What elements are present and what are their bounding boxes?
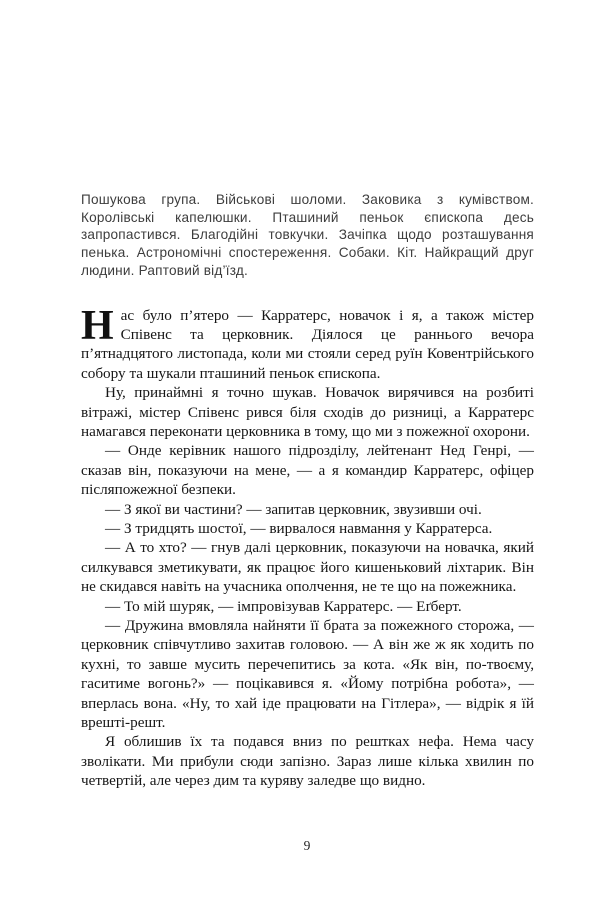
paragraph: Я облишив їх та подався вниз по рештках нефа. Нема часу зволікати. Ми прибули сюди запізно. Зараз лише кілька хвилин по четвертій, але через дим та куряву заледве що видно. (81, 733, 534, 790)
chapter-summary: Пошукова група. Військові шоломи. Заковика з кумівством. Королівські капелюшки. Пташиний пеньок єпископа десь запропастився. Благодійні товкучки. Зачіпка щодо розташування пенька. Астрономічні спостереження. Собаки. Кіт. Найкращий друг людини. Раптовий від’їзд. (81, 192, 534, 278)
paragraph: — То мій шуряк, — імпровізував Карратерс. — Еґберт. (105, 597, 462, 615)
paragraph: — З якої ви частини? — запитав церковник, звузивши очі. (105, 500, 482, 518)
paragraph: — Дружина вмовляла найняти її брата за пожежного сторожа, — церковник співчутливо захитав головою. — А він же ж як ходить по кухні, то завше мусить перечепитись за кота. «Як він, по-твоєму, гаситиме вогонь?» — поцікавився я. «Йому потрібна робота», — вперлась вона. «Ну, то хай іде працювати на Гітлера», — відрік я їй врешті-решт. (81, 617, 534, 732)
paragraph: Ну, принаймні я точно шукав. Новачок вирячився на розбиті вітражі, містер Співенс рився біля сходів до ризниці, а Карратерс намагався переконати церковника в тому, що ми з пожежної охорони. (81, 384, 534, 440)
paragraph: — А то хто? — гнув далі церковник, показуючи на новачка, який силкувався зметикувати, як працює його кишеньковий ліхтарик. Він не скидався навіть на учасника ополчення, не те що на пожежника. (81, 539, 534, 596)
page-content (81, 191, 534, 791)
drop-cap: Н (81, 302, 114, 349)
page-number: 9 (303, 838, 311, 853)
paragraph: — З тридцять шостої, — вирвалося навмання у Карратерса. (105, 519, 493, 537)
paragraph: — Онде керівник нашого підрозділу, лейтенант Нед Генрі, — сказав він, показуючи на мене, — а я командир Карратерс, офіцер післяпожежної безпеки. (81, 442, 534, 499)
paragraph-text: ас було п’ятеро — Карратерс, новачок і я, а також містер Співенс та церковник. Діялося це раннього вечора п’ятнадцятого листопада, коли ми стояли серед руїн Ковентрійського собору та шукали пташиний пеньок єпископа. (81, 306, 534, 382)
body-text (81, 302, 534, 791)
paragraph (81, 302, 534, 384)
